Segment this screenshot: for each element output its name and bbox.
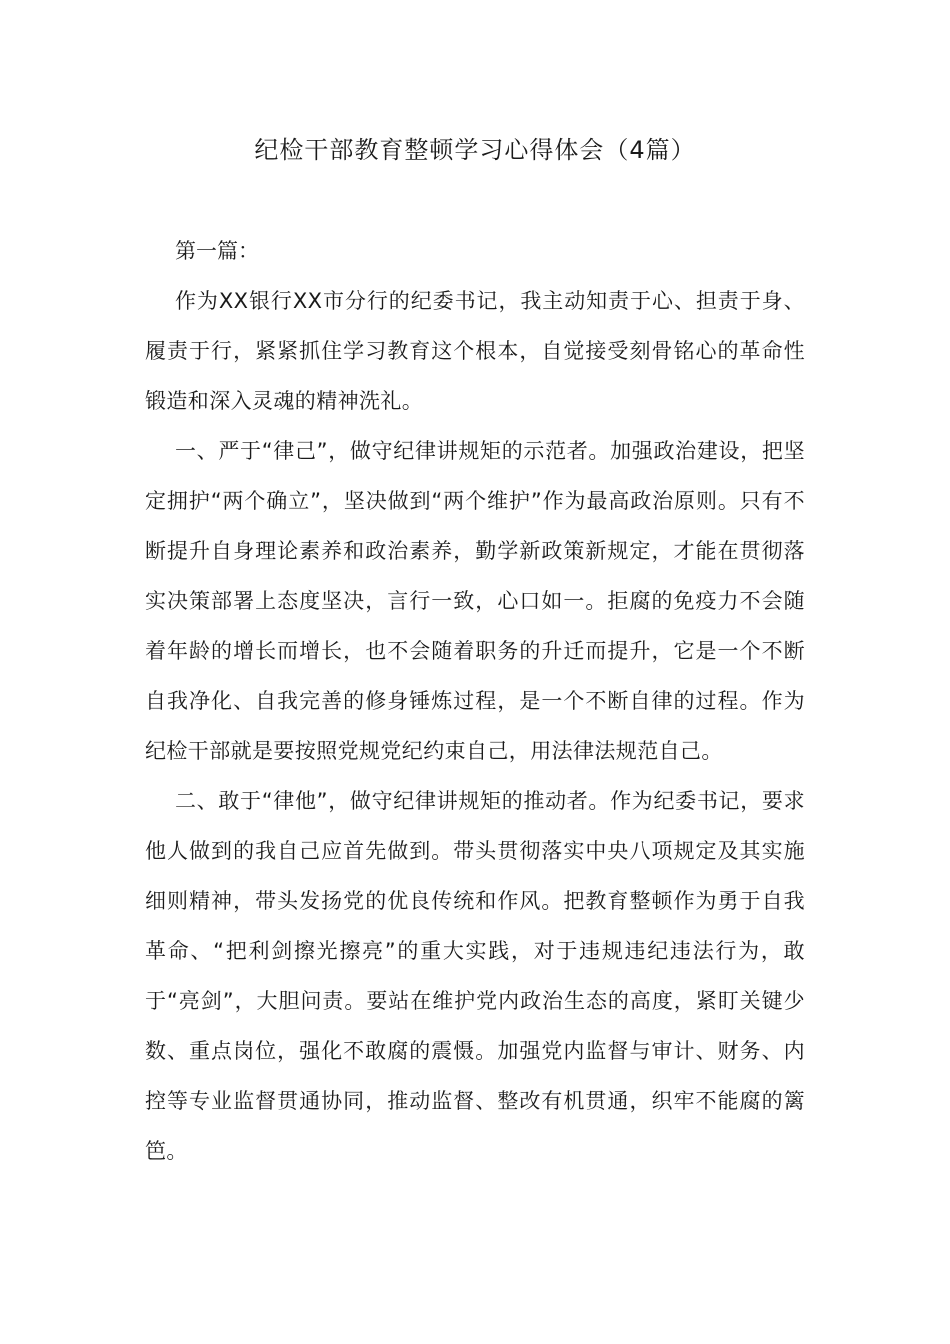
- paragraph-point-one: 一、严于“律己”，做守纪律讲规矩的示范者。加强政治建设，把坚定拥护“两个确立”，坚决做到“两个维护”作为最高政治原则。只有不断提升自身理论素养和政治素养，勤学新政策新规定，才能在贯彻落实决策部署上态度坚决，言行一致，心口如一。拒腐的免疫力不会随着年龄的增长而增长，也不会随着职务的升迁而提升，它是一个不断自我净化、自我完善的修身锤炼过程，是一个不断自律的过程。作为纪检干部就是要按照党规党纪约束自己，用法律法规范自己。: [145, 439, 805, 763]
- section-label: 第一篇：: [175, 239, 259, 263]
- paragraph-intro: 作为XX银行XX市分行的纪委书记，我主动知责于心、担责于身、履责于行，紧紧抓住学习教育这个根本，自觉接受刻骨铭心的革命性锻造和深入灵魂的精神洗礼。: [145, 289, 805, 413]
- paragraph-point-two: 二、敢于“律他”，做守纪律讲规矩的推动者。作为纪委书记，要求他人做到的我自己应首先做到。带头贯彻落实中央八项规定及其实施细则精神，带头发扬党的优良传统和作风。把教育整顿作为勇于自我革命、“把利剑擦光擦亮”的重大实践，对于违规违纪违法行为，敢于“亮剑”，大胆问责。要站在维护党内政治生态的高度，紧盯关键少数、重点岗位，强化不敢腐的震慑。加强党内监督与审计、财务、内控等专业监督贯通协同，推动监督、整改有机贯通，织牢不能腐的篱笆。: [145, 789, 805, 1163]
- document-body: [145, 226, 805, 1176]
- document-title: 纪检干部教育整顿学习心得体会（4篇）: [254, 136, 696, 164]
